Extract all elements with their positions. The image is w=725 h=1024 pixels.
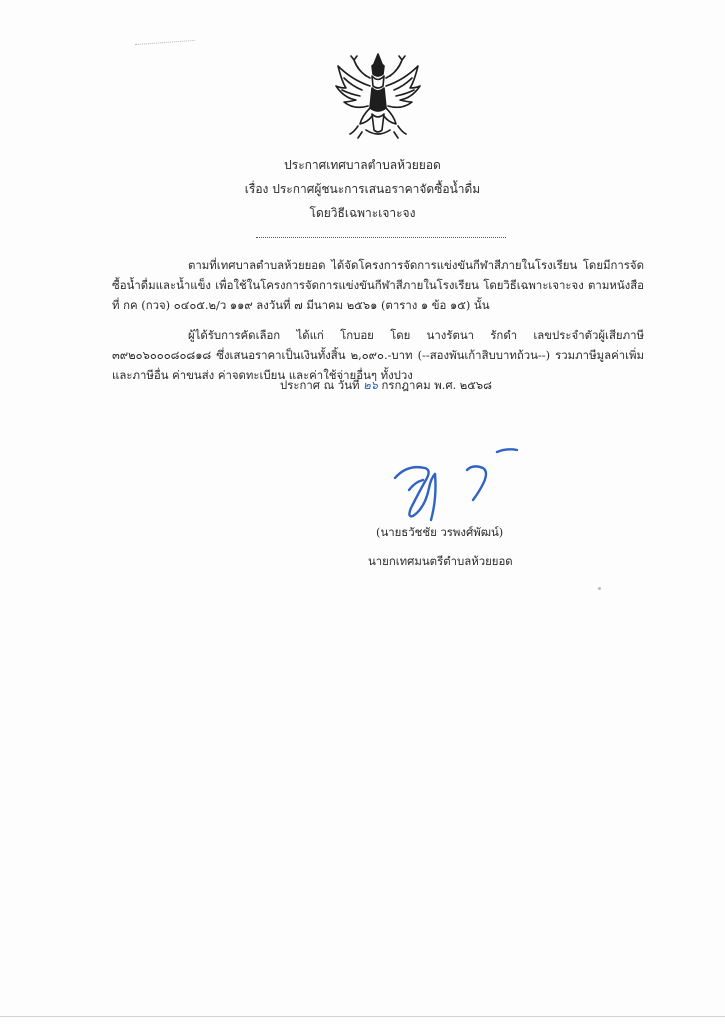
procurement-method: โดยวิธีเฉพาะเจาะจง [309,206,416,220]
date-prefix: ประกาศ ณ วันที่ [280,378,364,392]
page-edge-line [0,1016,725,1017]
signer-name: (นายธวัชชัย วรพงศ์พัฒน์) [376,525,504,539]
announcement-title: ประกาศเทศบาลตำบลห้วยยอด [284,158,441,172]
handwritten-signature [385,438,525,528]
announcement-date [280,375,492,395]
garuda-emblem [332,50,424,140]
body-paragraph-2: ผู้ได้รับการคัดเลือก ได้แก่ โกบอย โดย นางรัตนา รักดำ เลขประจำตัวผู้เสียภาษี ๓๙๒๐๖๐๐๐๘๐๘๑๘ ซึ่งเสนอราคาเป็นเงินทั้งสิ้น ๒,๐๙๐.-บาท (--สองพันเก้าสิบบาทถ้วน--) รวมภาษีมูลค่าเพิ่มและภาษีอื่น ค่าขนส่ง ค่าจดทะเบียน และค่าใช้จ่ายอื่นๆ ทั้งปวง [112,328,644,382]
body-paragraph-1: ตามที่เทศบาลตำบลห้วยยอด ได้จัดโครงการจัดการแข่งขันกีฬาสีภายในโรงเรียน โดยมีการจัดซื้อน้ำดื่มและน้ำแข็ง เพื่อใช้ในโครงการจัดการแข่งขันกีฬาสีภายในโรงเรียน โดยวิธีเฉพาะเจาะจง ตามหนังสือที่ กค (กวจ) ๐๔๐๕.๒/ว ๑๑๙ ลงวันที่ ๗ มีนาคม ๒๕๖๑ (ตาราง ๑ ข้อ ๑๕) นั้น [112,258,644,312]
signer-position: นายกเทศมนตรีตำบลห้วยยอด [368,554,513,568]
scan-smudge [135,40,195,51]
scan-speck [598,587,601,590]
announcement-subject: เรื่อง ประกาศผู้ชนะการเสนอราคาจัดซื้อน้ำดื่ม [244,182,481,196]
dotted-divider [256,237,506,238]
date-suffix: กรกฎาคม พ.ศ. ๒๕๖๘ [377,378,492,392]
handwritten-day: ๒๖ [363,378,378,392]
